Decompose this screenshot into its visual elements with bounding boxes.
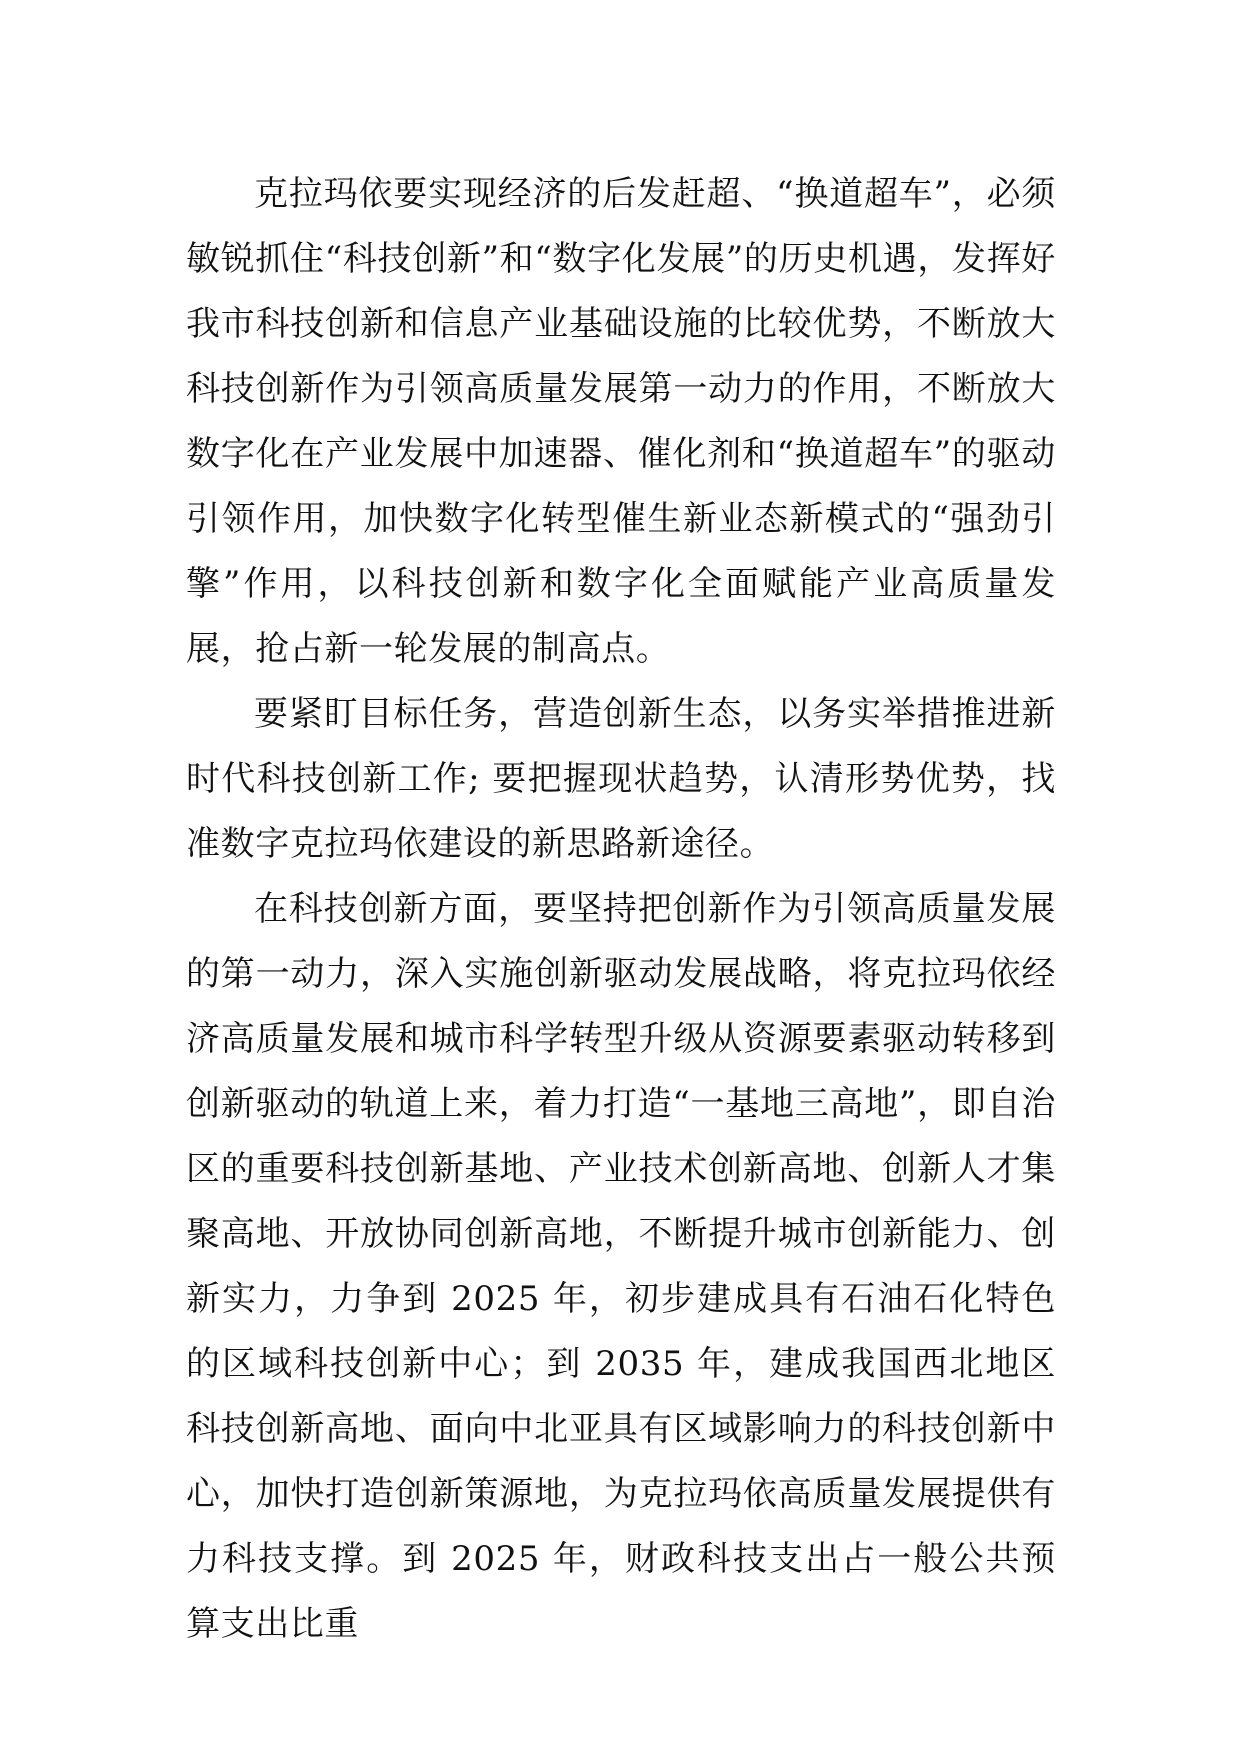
paragraph-2: 要紧盯目标任务，营造创新生态，以务实举措推进新时代科技创新工作; 要把握现状趋势，认清形势优势，找准数字克拉玛依建设的新思路新途径。 xyxy=(186,694,1056,864)
paragraph-3: 在科技创新方面，要坚持把创新作为引领高质量发展的第一动力，深入实施创新驱动发展战略，将克拉玛依经济高质量发展和城市科学转型升级从资源要素驱动转移到创新驱动的轨道上来，着力打造“一基地三高地”，即自治区的重要科技创新基地、产业技术创新高地、创新人才集聚高地、开放协同创新高地，不断提升城市创新能力、创新实力，力争到 2025 年，初步建成具有石油石化特色的区域科技创新中心；到 2035 年，建成我国西北地区科技创新高地、面向中北亚具有区域影响力的科技创新中心，加快打造创新策源地，为克拉玛依高质量发展提供有力科技支撑。到 2025 年，财政科技支出占一般公共预算支出比重 xyxy=(186,889,1056,1644)
paragraph-1: 克拉玛依要实现经济的后发赶超、“换道超车”，必须敏锐抓住“科技创新”和“数字化发展”的历史机遇，发挥好我市科技创新和信息产业基础设施的比较优势，不断放大科技创新作为引领高质量发展第一动力的作用，不断放大数字化在产业发展中加速器、催化剂和“换道超车”的驱动引领作用，加快数字化转型催生新业态新模式的“强劲引擎”作用，以科技创新和数字化全面赋能产业高质量发展，抢占新一轮发展的制高点。 xyxy=(186,174,1056,669)
document-body xyxy=(186,162,1056,1657)
